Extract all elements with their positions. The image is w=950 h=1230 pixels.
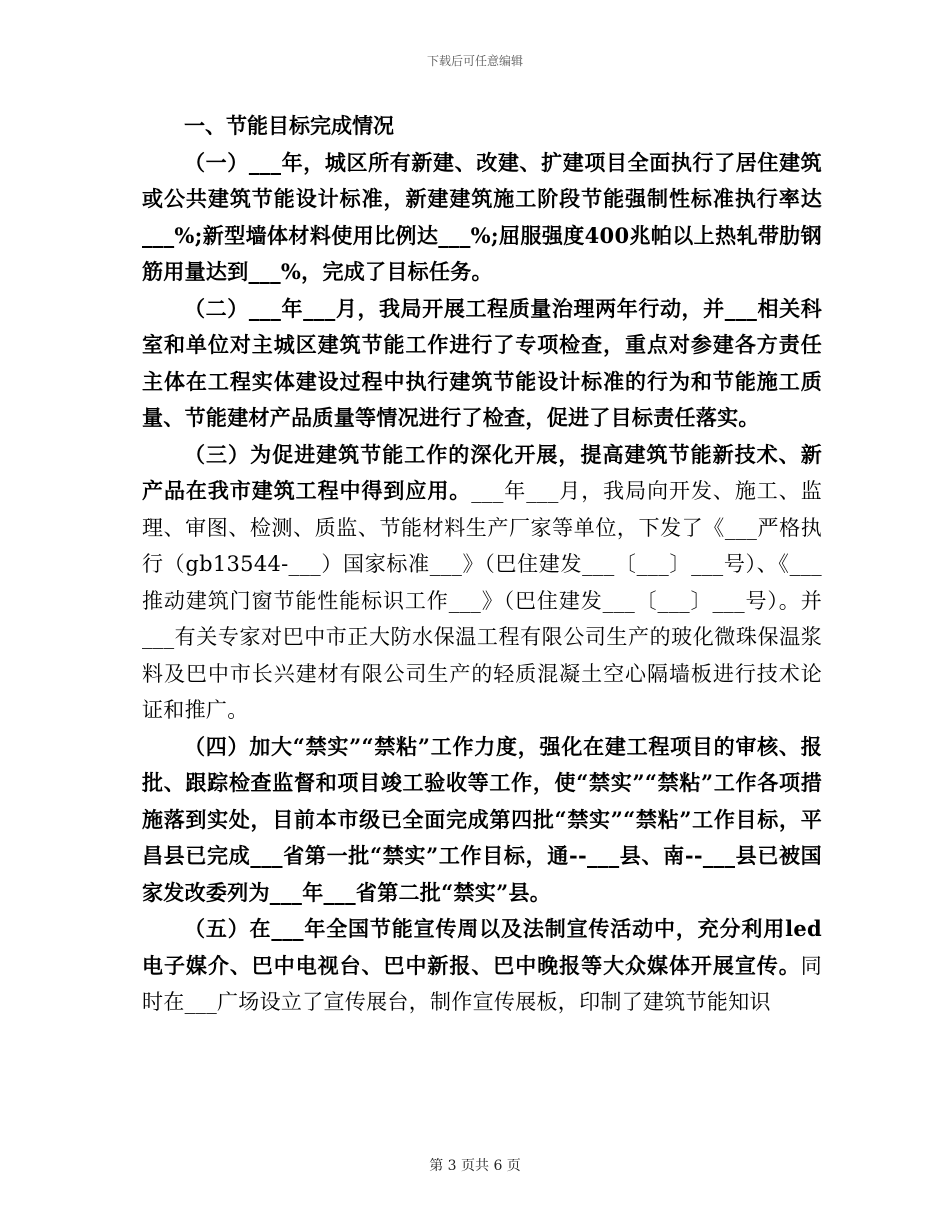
paragraph-5	[142, 911, 822, 1021]
section-title: 一、节能目标完成情况	[184, 113, 394, 138]
paragraph-1: （一）___年，城区所有新建、改建、扩建项目全面执行了居住建筑或公共建筑节能设计标准，新建建筑施工阶段节能强制性标准执行率达___%;新型墙体材料使用比例达___%;屈服强度400兆帕以上热轧带肋钢筋用量达到___%，完成了目标任务。	[142, 149, 822, 284]
page-header: 下载后可任意编辑	[426, 54, 523, 68]
paragraph-2: （二）___年___月，我局开展工程质量治理两年行动，并___相关科室和单位对主城区建筑节能工作进行了专项检查，重点对参建各方责任主体在工程实体建设过程中执行建筑节能设计标准的行为和节能施工质量、节能建材产品质量等情况进行了检查，促进了目标责任落实。	[142, 295, 822, 430]
paragraph-5-rest: 同时在___广场设立了宣传展台，制作宣传展板，印制了建筑节能知识	[142, 953, 822, 1014]
paragraph-3-rest: ___年___月，我局向开发、施工、监理、审图、检测、质监、节能材料生产厂家等单位，下发了《___严格执行（gb13544-___）国家标准___》（巴住建发___〔___〕___号）、《___推动建筑门窗节能性能标识工作___》（巴住建发___〔___〕___号）。并___有关专家对巴中市正大防水保温工程有限公司生产的玻化微珠保温浆料及巴中市长兴建材有限公司生产的轻质混凝土空心隔墙板进行技术论证和推广。	[142, 479, 823, 722]
document-body	[142, 108, 822, 1021]
paragraph-3-bold-lead: （三）为促进建筑节能工作的深化开展，提高建筑节能新技术、新产品在我市建筑工程中得到应用。	[142, 441, 822, 503]
paragraph-3	[142, 437, 822, 729]
paragraph-4: （四）加大“禁实”“禁粘”工作力度，强化在建工程项目的审核、报批、跟踪检查监督和项目竣工验收等工作，使“禁实”“禁粘”工作各项措施落到实处，目前本市级已全面完成第四批“禁实”“禁粘”工作目标，平昌县已完成___省第一批“禁实”工作目标，通--___县、南--___县已被国家发改委列为___年___省第二批“禁实”县。	[142, 733, 822, 905]
page-footer: 第 3 页共 6 页	[429, 1158, 521, 1174]
paragraph-5-bold-lead: （五）在___年全国节能宣传周以及法制宣传活动中，充分利用led电子媒介、巴中电视台、巴中新报、巴中晚报等大众媒体开展宣传。	[142, 916, 822, 978]
